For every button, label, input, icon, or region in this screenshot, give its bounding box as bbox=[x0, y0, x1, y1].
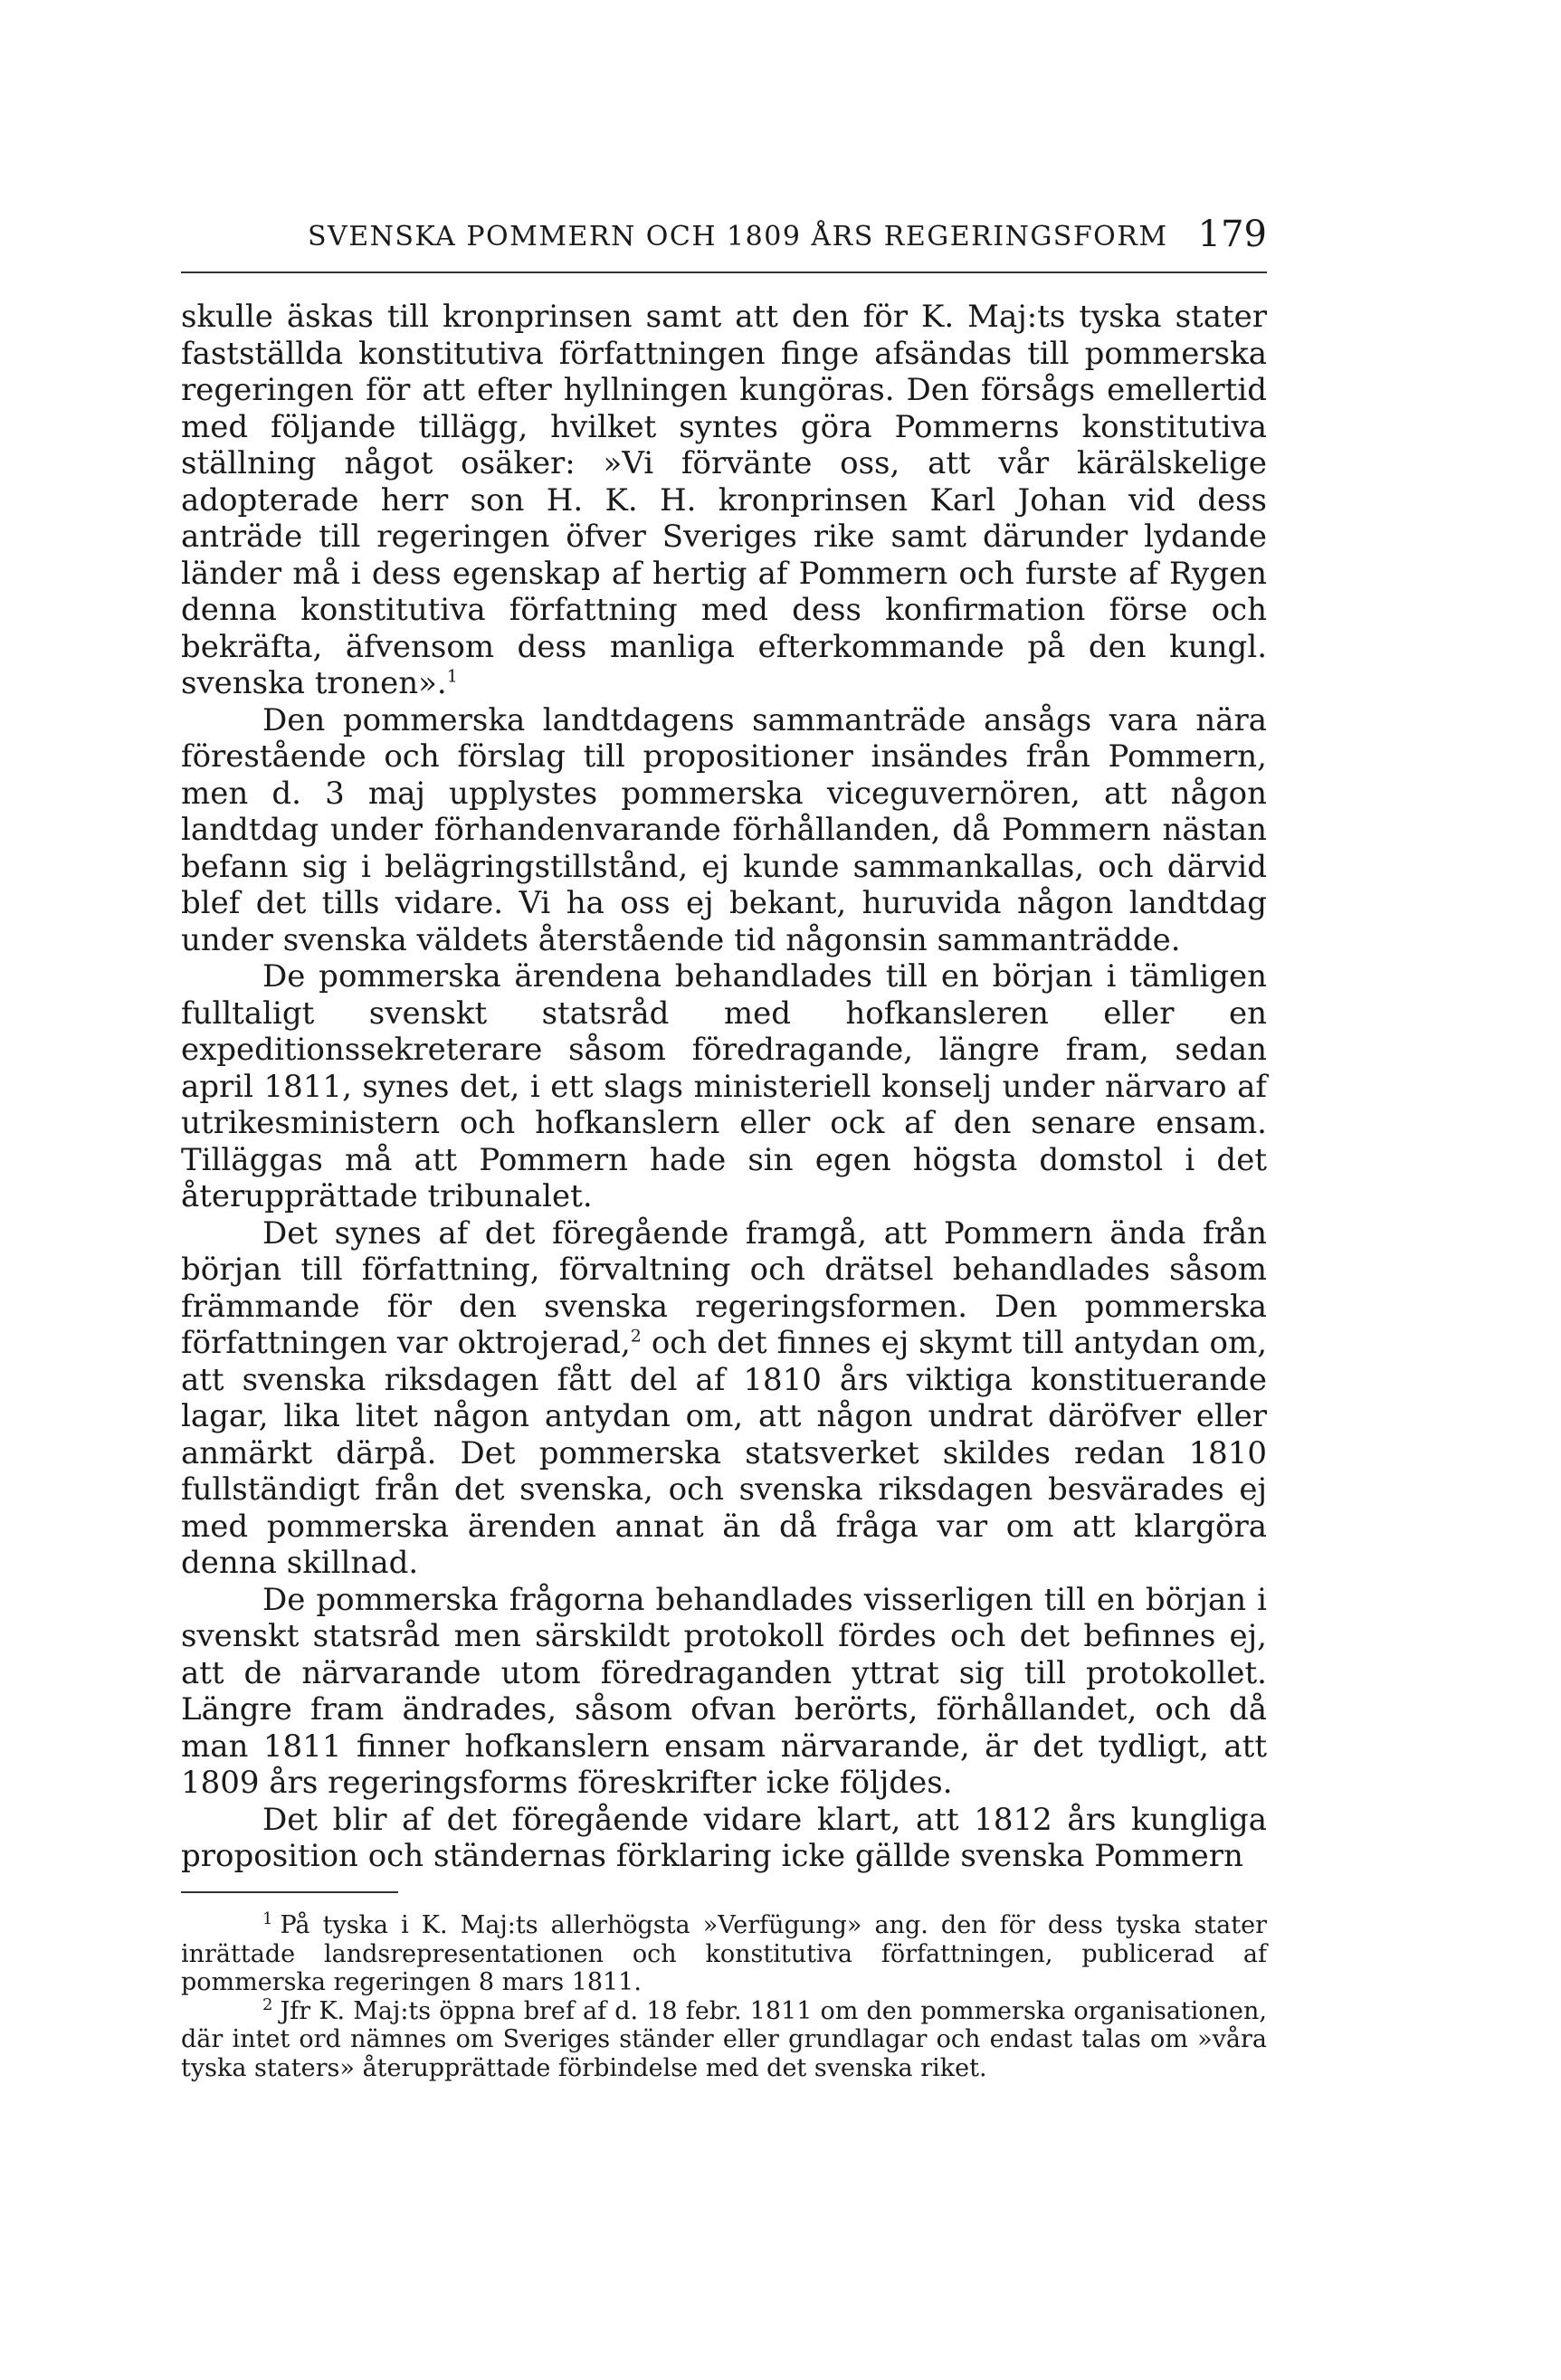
paragraph-4 bbox=[181, 1215, 1267, 1582]
footnote-reference-1: 1 bbox=[446, 666, 458, 687]
paragraph-2: Den pommerska landtdagens sammanträde ansågs vara nära förestående och förslag till propositioner insändes från Pommern, men d. 3 maj upplystes pommerska viceguvernören, att någon landtdag under förhandenvarande förhållanden, då Pommern nästan befann sig i belägringstillstånd, ej kunde sammankallas, och därvid blef det tills vidare. Vi ha oss ej bekant, huruvida någon landtdag under svenska väldets återstående tid någonsin sammanträdde. bbox=[181, 701, 1267, 958]
running-title: SVENSKA POMMERN OCH 1809 ÅRS REGERINGSFORM bbox=[308, 221, 1168, 252]
footnotes bbox=[181, 1911, 1267, 2082]
paragraph-text: och det finnes ej skymt till antydan om, att svenska riksdagen fått del af 1810 års viktiga konstituerande lagar, lika litet någon antydan om, att någon undrat däröfver eller anmärkt därpå. Det pommerska statsverket skildes redan 1810 fullständigt från det svenska, och svenska riksdagen besvärades ej med pommerska ärenden annat än då fråga var om att klargöra denna skillnad. bbox=[181, 1325, 1267, 1581]
footnote-1 bbox=[181, 1911, 1267, 1997]
footnote-reference-2: 2 bbox=[630, 1326, 642, 1347]
paragraph-text: Det synes af det föregående framgå, att Pommern ända från början till författning, förvaltning och drätsel behandlades såsom främmande för den svenska regeringsformen. Den pommerska författningen var oktrojerad, bbox=[181, 1214, 1267, 1361]
page-number: 179 bbox=[1197, 214, 1267, 255]
footnote-2 bbox=[181, 1994, 1267, 2083]
footnote-text: Jfr K. Maj:ts öppna bref af d. 18 febr. 1811 om den pommerska organisationen, där intet ord nämnes om Sveriges ständer eller grundlagar och endast talas om »våra tyska staters» återupprättade förbindelse med det svenska riket. bbox=[181, 1996, 1267, 2082]
paragraph-3: De pommerska ärendena behandlades till en början i tämligen fulltaligt svenskt statsråd med hofkansleren eller en expeditionssekreterare såsom föredragande, längre fram, sedan april 1811, synes det, i ett slags ministeriell konselj under närvaro af utrikesministern och hofkanslern eller ock af den senare ensam. Tilläggas må att Pommern hade sin egen högsta domstol i det återupprättade tribunalet. bbox=[181, 958, 1267, 1214]
paragraph-6: Det blir af det föregående vidare klart, att 1812 års kungliga proposition och ständernas förklaring icke gällde svenska Pommern bbox=[181, 1801, 1267, 1874]
footnote-divider bbox=[181, 1891, 398, 1893]
running-head bbox=[181, 214, 1267, 273]
paragraph-1 bbox=[181, 299, 1267, 702]
body-text bbox=[181, 299, 1267, 1875]
paragraph-5: De pommerska frågorna behandlades visserligen till en början i svenskt statsråd men särskildt protokoll fördes och det befinnes ej, att de närvarande utom föredraganden yttrat sig till protokollet. Längre fram ändrades, såsom ofvan berörts, förhållandet, och då man 1811 finner hofkanslern ensam närvarande, är det tydligt, att 1809 års regeringsforms föreskrifter icke följdes. bbox=[181, 1581, 1267, 1801]
paragraph-text: skulle äskas till kronprinsen samt att den för K. Maj:ts tyska stater fastställda konstitutiva författningen finge afsändas till pommerska regeringen för att efter hyllningen kungöras. Den försågs emellertid med följande tillägg, hvilket syntes göra Pommerns konstitutiva ställning något osäker: »Vi förvänte oss, att vår kärälskelige adopterade herr son H. K. H. kronprinsen Karl Johan vid dess anträde till regeringen öfver Sveriges rike samt därunder lydande länder må i dess egenskap af hertig af Pommern och furste af Rygen denna konstitutiva författning med dess konfirmation förse och bekräfta, äfvensom dess manliga efterkommande på den kungl. svenska tronen». bbox=[181, 299, 1267, 701]
footnote-number: 1 bbox=[262, 1909, 273, 1928]
footnote-text: På tyska i K. Maj:ts allerhögsta »Verfügung» ang. den för dess tyska stater inrättade landsrepresentationen och konstitutiva författningen, publicerad af pommerska regeringen 8 mars 1811. bbox=[181, 1911, 1267, 1996]
footnote-number: 2 bbox=[262, 1994, 273, 2014]
